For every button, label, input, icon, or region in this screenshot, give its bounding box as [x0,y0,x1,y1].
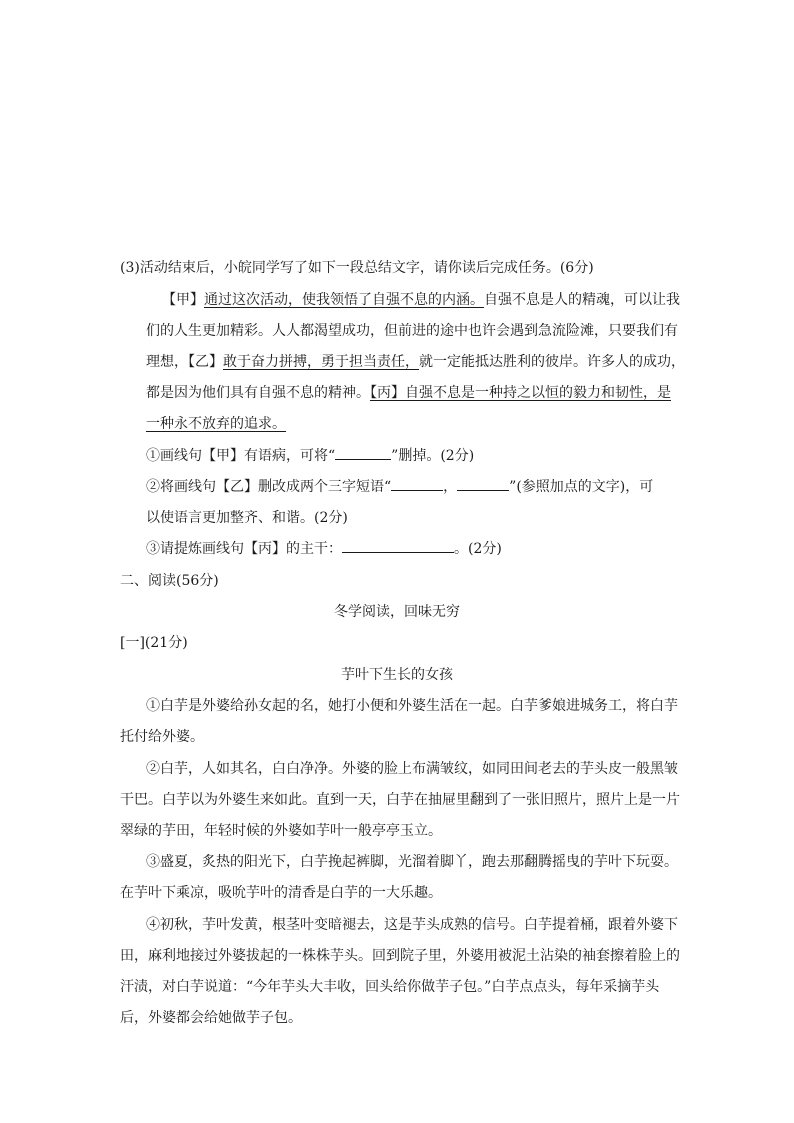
underlined-sentence-bing-end: 一种永不放弃的追求。 [146,416,286,432]
question-3 [146,540,502,558]
passage-line-3 [146,353,685,371]
paragraph-4-line-4: 后，外婆都会给她做芋子包。 [120,1010,302,1026]
passage-text: 就一定能抵达胜利的彼岸。许多人的成功， [419,354,685,370]
underlined-sentence-jia: 通过这次活动，使我领悟了自强不息的内涵。 [204,292,484,308]
passage-line-5 [146,415,286,433]
passage-text: 自强不息是人的精魂，可以让我 [484,292,680,308]
marker-yi: 理想，【乙】 [146,354,223,370]
article-title: 芋叶下生长的女孩 [341,667,453,683]
paragraph-4-line-1: ④初秋，芋叶发黄，根茎叶变暗褪去，这是芋头成熟的信号。白芋提着桶，跟着外婆下 [146,917,678,933]
task3-intro: (3)活动结束后，小皖同学写了如下一段总结文字，请你读后完成任务。(6分) [120,260,594,276]
question-2-text: ②将画线句【乙】删改成两个三字短语“ [146,479,392,495]
passage-line-4 [146,384,671,402]
paragraph-3-line-1: ③盛夏，炙热的阳光下，白芋挽起裤脚，光溜着脚丫，跑去那翻腾摇曳的芋叶下玩耍。 [146,854,678,870]
paragraph-2-line-3: 翠绿的芋田，年轻时候的外婆如芋叶一般亭亭玉立。 [120,823,442,839]
question-2-line-2: 以使语言更加整齐、和谐。(2分) [146,510,348,526]
theme-title: 冬学阅读，回味无穷 [334,604,460,620]
paragraph-4-line-2: 田，麻利地接过外婆拔起的一株株芋头。回到院子里，外婆用被泥土沾染的袖套擦着脸上的 [120,948,680,964]
question-1 [146,447,474,465]
underlined-sentence-bing: 【丙】自强不息是一种持之以恒的毅力和韧性，是 [370,385,671,401]
underlined-sentence-yi: 敢于奋力拼搏，勇于担当责任， [223,354,419,370]
section-heading: 二、阅读(56分) [120,573,219,589]
question-2-text-end: ”(参照加点的文字)，可 [509,479,654,495]
answer-blank-2b[interactable] [457,478,509,491]
part-label: [一](21分) [120,635,188,651]
passage-line-1 [162,291,680,309]
paragraph-4-line-3: 汗渍，对白芋说道：“今年芋头大丰收，回头给你做芋子包。”白芋点点头，每年采摘芋头 [120,979,660,995]
question-3-text-end: 。(2分) [454,541,502,557]
answer-blank-2a[interactable] [391,478,443,491]
question-2-comma: ， [443,479,458,495]
passage-text: 都是因为他们具有自强不息的精神。 [146,385,370,401]
question-1-text: ①画线句【甲】有语病，可将“ [146,448,336,464]
question-3-text: ③请提炼画线句【丙】的主干： [146,541,342,557]
paragraph-1-line-1: ①白芋是外婆给孙女起的名，她打小便和外婆生活在一起。白芋爹娘进城务工，将白芋 [146,698,678,714]
passage-line-2: 们的人生更加精彩。人人都渴望成功，但前进的途中也许会遇到急流险滩，只要我们有 [146,323,678,339]
marker-jia: 【甲】 [162,292,204,308]
paragraph-3-line-2: 在芋叶下乘凉，吸吮芋叶的清香是白芋的一大乐趣。 [120,885,442,901]
answer-blank-3[interactable] [342,540,454,553]
paragraph-1-line-2: 托付给外婆。 [120,729,204,745]
question-2 [146,478,653,496]
paragraph-2-line-1: ②白芋，人如其名，白白净净。外婆的脸上布满皱纹，如同田间老去的芋头皮一般黑皱 [146,761,678,777]
paragraph-2-line-2: 干巴。白芋以为外婆生来如此。直到一天，白芋在抽屉里翻到了一张旧照片，照片上是一片 [120,792,680,808]
answer-blank-1[interactable] [335,447,391,460]
question-1-text-end: ”删掉。(2分) [391,448,475,464]
